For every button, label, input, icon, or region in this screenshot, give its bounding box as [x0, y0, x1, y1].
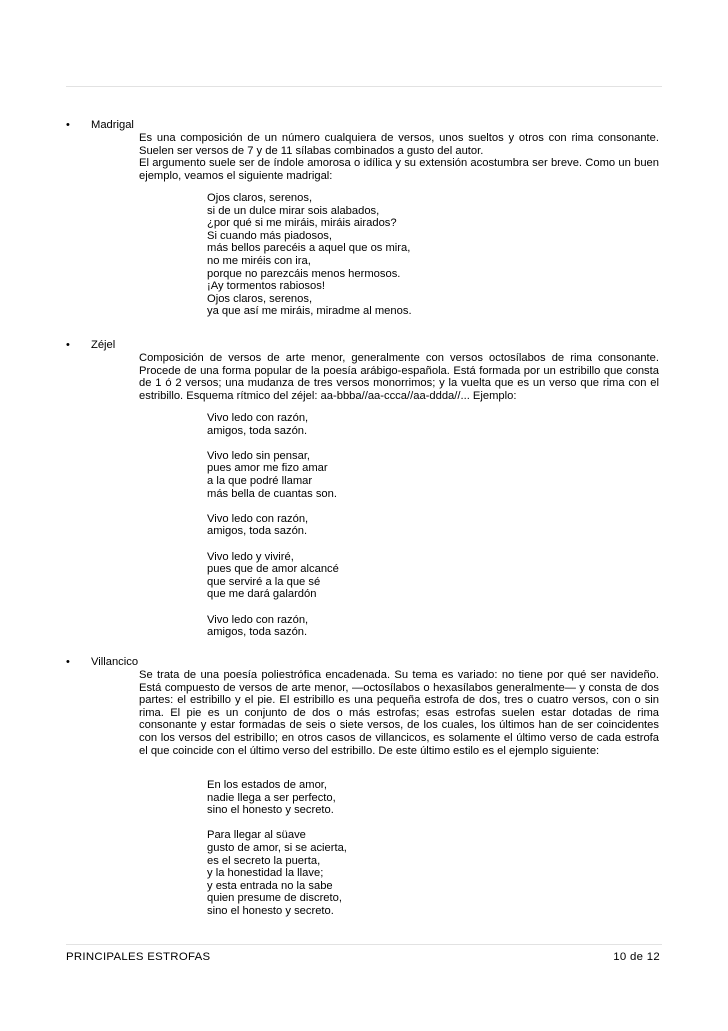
verse: Vivo ledo con razón,: [207, 613, 309, 626]
villancico-description: [139, 669, 659, 757]
verse: que me dará galardón: [207, 588, 317, 601]
madrigal-poem: [207, 192, 412, 318]
stanza: [207, 192, 412, 318]
stanza: [207, 412, 339, 437]
paragraph: Composición de versos de arte menor, generalmente con versos octosílabos de rima consonante. Procede de una forma popular de la poesía arábigo-española. Está formada por un estribillo que consta de 1 ó 2 versos; una mudanza de tres versos monorrimos; y la vuelta que es un verso que rima con el estribillo. Esquema rítmico del zéjel: aa-bbba//aa-ccca//aa-ddda//... Ejemplo:: [139, 352, 659, 402]
zejel-description: [139, 352, 659, 402]
paragraph: El argumento suele ser de índole amorosa o idílica y su extensión acostumbra ser breve. Como un buen ejemplo, veamos el siguiente madrigal:: [139, 157, 659, 182]
verse: Vivo ledo y viviré,: [207, 550, 294, 563]
bullet-icon: •: [66, 119, 70, 131]
verse: si de un dulce mirar sois alabados,: [207, 204, 380, 217]
verse: sino el honesto y secreto.: [207, 904, 334, 917]
verse: más bellos parecéis a aquel que os mira,: [207, 242, 411, 255]
villancico-poem: [207, 779, 347, 918]
verse: Vivo ledo sin pensar,: [207, 449, 311, 462]
paragraph: Es una composición de un número cualquiera de versos, unos sueltos y otros con rima consonante. Suelen ser versos de 7 y de 11 sílabas combinados a gusto del autor.: [139, 132, 659, 157]
verse: Para llegar al süave: [207, 829, 306, 842]
footer-divider: [66, 944, 662, 945]
footer-page-number: 10 de 12: [613, 951, 660, 963]
verse: y la honestidad la llave;: [207, 867, 324, 880]
verse: quien presume de discreto,: [207, 892, 342, 905]
verse: a la que podré llamar: [207, 474, 313, 487]
footer-document-title: PRINCIPALES ESTROFAS: [66, 951, 211, 963]
term-villancico: Villancico: [91, 656, 139, 668]
verse: pues que de amor alcancé: [207, 563, 339, 576]
header-divider: [66, 86, 662, 87]
verse: que serviré a la que sé: [207, 575, 321, 588]
verse: pues amor me fizo amar: [207, 462, 328, 475]
verse: amigos, toda sazón.: [207, 626, 308, 639]
term-madrigal: Madrigal: [91, 119, 134, 131]
verse: En los estados de amor,: [207, 779, 328, 791]
verse: porque no parezcáis menos hermosos.: [207, 267, 401, 280]
verse: amigos, toda sazón.: [207, 424, 308, 437]
verse: Vivo ledo con razón,: [207, 512, 309, 525]
verse: es el secreto la puerta,: [207, 854, 321, 867]
paragraph: Se trata de una poesía poliestrófica encadenada. Su tema es variado: no tiene por qué ser navideño. Está compuesto de versos de arte menor, —octosílabos o hexasílabos generalmente— y consta de dos partes: el estribillo y el pie. El estribillo es una pequeña estrofa de dos, tres o cuatro versos, con o sin rima. El pie es un conjunto de dos o más estrofas; esas estrofas suelen estar dotadas de rima consonante y estar formadas de seis o siete versos, de los cuales, los últimos han de ser coincidentes con los versos del estribillo; en otros casos de villancicos, es solamente el último verso de cada estrofa el que coincide con el último verso del estribillo. De este último estilo es el ejemplo siguiente:: [139, 669, 659, 757]
verse: y esta entrada no la sabe: [207, 879, 333, 892]
verse: Ojos claros, serenos,: [207, 192, 313, 204]
verse: gusto de amor, si se acierta,: [207, 841, 347, 854]
verse: no me miréis con ira,: [207, 254, 311, 267]
verse: ¿por qué si me miráis, miráis airados?: [207, 217, 397, 230]
verse: ¡Ay tormentos rabiosos!: [207, 280, 325, 293]
term-zejel: Zéjel: [91, 339, 116, 351]
verse: sino el honesto y secreto.: [207, 804, 334, 817]
bullet-icon: •: [66, 339, 70, 351]
zejel-poem: [207, 412, 339, 639]
verse: Si cuando más piadosos,: [207, 229, 333, 242]
stanza: [207, 779, 347, 817]
stanza: [207, 614, 339, 639]
verse: nadie llega a ser perfecto,: [207, 791, 336, 804]
verse: más bella de cuantas son.: [207, 487, 337, 500]
stanza: [207, 551, 339, 601]
verse: ya que así me miráis, miradme al menos.: [207, 305, 412, 318]
stanza: [207, 513, 339, 538]
verse: amigos, toda sazón.: [207, 525, 308, 538]
stanza: [207, 829, 347, 917]
madrigal-description: [139, 132, 659, 182]
stanza: [207, 450, 339, 500]
verse: Ojos claros, serenos,: [207, 292, 313, 305]
bullet-icon: •: [66, 656, 70, 668]
verse: Vivo ledo con razón,: [207, 412, 309, 424]
